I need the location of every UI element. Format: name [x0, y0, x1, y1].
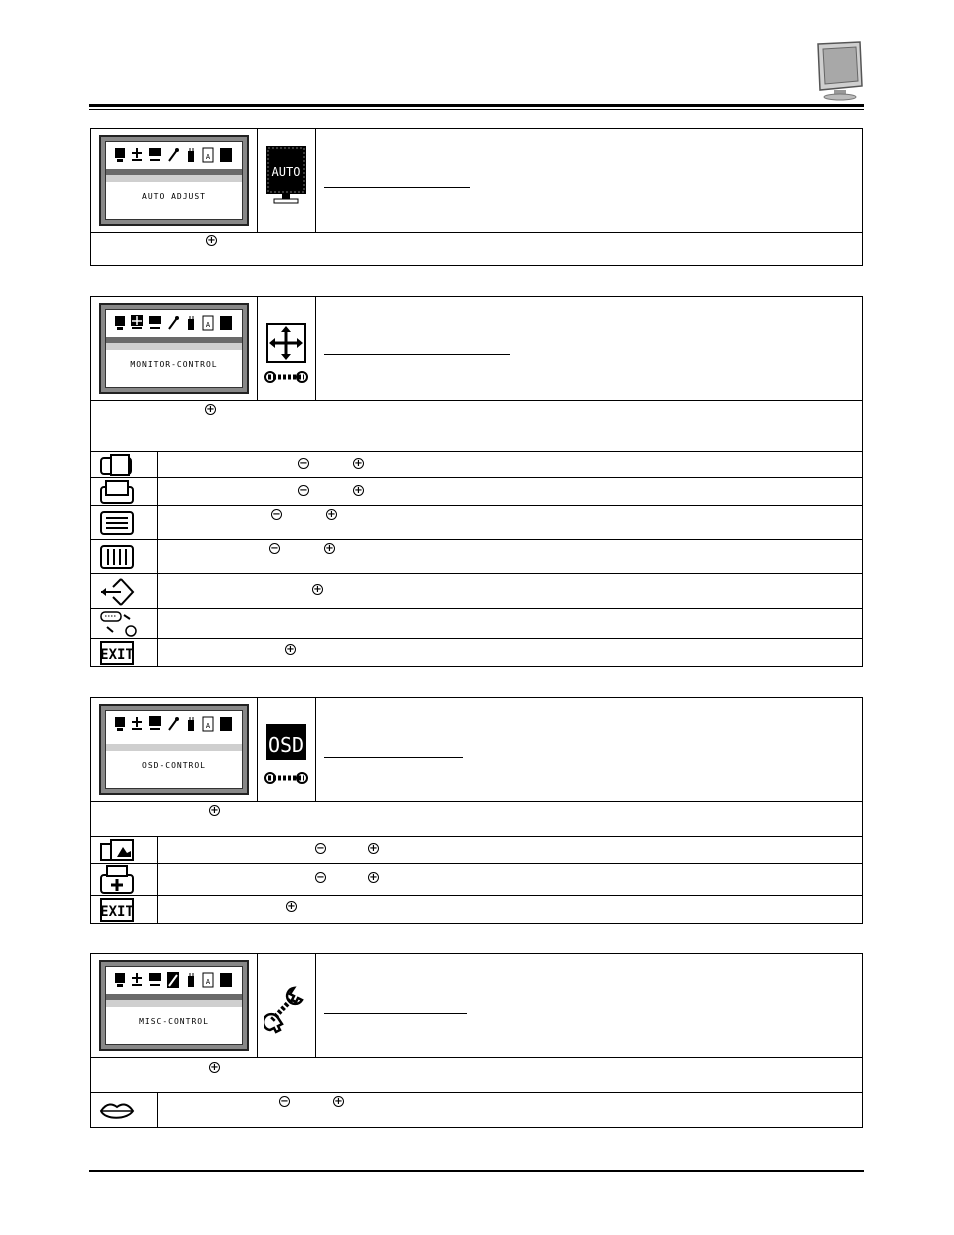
osd-label: MONITOR-CONTROL — [130, 360, 218, 369]
h-position-row — [91, 451, 862, 478]
osd-toolbar — [106, 142, 242, 168]
monitor-control-icon — [264, 321, 308, 391]
exit-icon — [99, 897, 135, 923]
osd-h-position-icon — [99, 839, 135, 863]
volume-row — [91, 1092, 862, 1128]
v-position-icon — [99, 479, 135, 505]
misc-control-osd-preview — [99, 960, 249, 1051]
svg-text:A: A — [205, 978, 211, 986]
minus-button-icon: − — [270, 543, 279, 554]
monitor-logo-icon — [812, 40, 866, 102]
input-select-icon — [99, 577, 135, 607]
phase-row — [91, 505, 862, 540]
plus-button-icon: + — [369, 872, 378, 883]
osd-exit-row — [91, 895, 862, 924]
plus-button-icon: + — [334, 1096, 343, 1107]
svg-text:A: A — [205, 153, 211, 161]
plus-button-icon: + — [210, 1062, 219, 1073]
osd-control-icon — [264, 722, 308, 792]
plus-button-icon: + — [313, 584, 322, 595]
plus-button-icon: + — [206, 404, 215, 415]
title-underline — [324, 187, 470, 188]
lips-icon — [99, 1098, 135, 1124]
auto-adjust-section — [90, 128, 863, 266]
v-position-row — [91, 477, 862, 506]
footer-rule — [89, 1170, 864, 1172]
osd-v-position-row — [91, 863, 862, 896]
osd-label: AUTO ADJUST — [142, 192, 206, 201]
osd-label: OSD-CONTROL — [142, 761, 206, 770]
plus-button-icon: + — [325, 543, 334, 554]
input-select-row — [91, 573, 862, 609]
plus-button-icon: + — [327, 509, 336, 520]
plus-button-icon: + — [210, 805, 219, 816]
osd-v-position-icon — [99, 865, 135, 895]
plus-button-icon: + — [286, 644, 295, 655]
plus-button-icon: + — [354, 485, 363, 496]
svg-text:AUTO: AUTO — [271, 165, 301, 179]
svg-text:OSD: OSD — [267, 733, 305, 757]
exit-row — [91, 638, 862, 667]
monitor-control-osd-preview — [99, 303, 249, 394]
plus-button-icon: + — [287, 901, 296, 912]
phase-icon — [99, 510, 135, 536]
minus-button-icon: − — [316, 843, 325, 854]
exit-icon — [99, 640, 135, 666]
reset-icon — [99, 610, 139, 638]
header-rule — [89, 104, 864, 107]
auto-adjust-icon — [264, 144, 308, 206]
clock-icon — [99, 544, 135, 570]
header-rule-thin — [89, 109, 864, 110]
osd-control-osd-preview — [99, 704, 249, 795]
osd-h-position-row — [91, 836, 862, 864]
misc-control-section — [90, 953, 863, 1128]
reset-row — [91, 608, 862, 639]
plus-button-icon: + — [207, 235, 216, 246]
clock-row — [91, 539, 862, 574]
minus-button-icon: − — [316, 872, 325, 883]
minus-button-icon: − — [280, 1096, 289, 1107]
svg-text:EXIT: EXIT — [100, 647, 134, 663]
osd-label: MISC-CONTROL — [139, 1017, 209, 1026]
monitor-control-section — [90, 296, 863, 667]
svg-text:A: A — [205, 722, 211, 730]
plus-button-icon: + — [354, 458, 363, 469]
svg-text:EXIT: EXIT — [100, 904, 134, 920]
minus-button-icon: − — [299, 458, 308, 469]
minus-button-icon: − — [272, 509, 281, 520]
svg-text:A: A — [205, 321, 211, 329]
plus-button-icon: + — [369, 843, 378, 854]
h-position-icon — [99, 454, 135, 476]
osd-control-section — [90, 697, 863, 924]
wrench-icon — [264, 984, 308, 1034]
auto-adjust-osd-preview — [99, 135, 249, 226]
minus-button-icon: − — [299, 485, 308, 496]
